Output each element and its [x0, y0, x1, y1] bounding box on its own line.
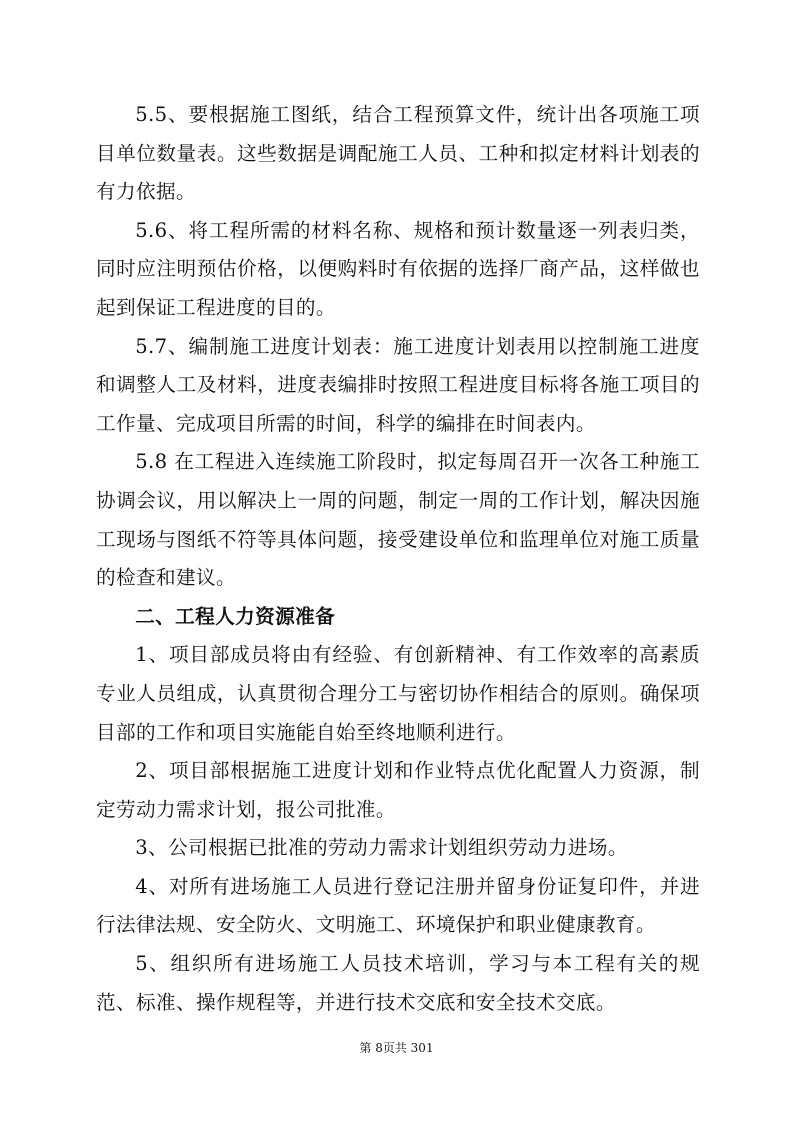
page-footer: 第 8页共 301: [359, 1041, 434, 1055]
paragraph-5-5: 5.5、要根据施工图纸，结合工程预算文件，统计出各项施工项目单位数量表。这些数据是调配施工人员、工种和拟定材料计划表的有力依据。: [96, 103, 700, 204]
document-body: [96, 96, 700, 1022]
section-item-2: 2、项目部根据施工进度计划和作业特点优化配置人力资源，制定劳动力需求计划，报公司批准。: [96, 759, 700, 821]
paragraph-5-8: 5.8 在工程进入连续施工阶段时，拟定每周召开一次各工种施工协调会议，用以解决上一周的问题，制定一周的工作计划，解决因施工现场与图纸不符等具体问题，接受建设单位和监理单位对施工质量的检查和建议。: [96, 450, 700, 590]
paragraph-5-6: 5.6、将工程所需的材料名称、规格和预计数量逐一列表归类，同时应注明预估价格，以便购料时有依据的选择厂商产品，这样做也起到保证工程进度的目的。: [96, 218, 700, 319]
section-item-4: 4、对所有进场施工人员进行登记注册并留身份证复印件，并进行法律法规、安全防火、文明施工、环境保护和职业健康教育。: [96, 874, 700, 937]
paragraph-5-7: 5.7、编制施工进度计划表：施工进度计划表用以控制施工进度和调整人工及材料，进度表编排时按照工程进度目标将各施工项目的工作量、完成项目所需的时间，科学的编排在时间表内。: [96, 334, 700, 435]
section-item-5: 5、组织所有进场施工人员技术培训，学习与本工程有关的规范、标准、操作规程等，并进行技术交底和安全技术交底。: [96, 952, 700, 1014]
section-heading: 二、工程人力资源准备: [135, 604, 336, 628]
section-item-3: 3、公司根据已批准的劳动力需求计划组织劳动力进场。: [135, 836, 628, 860]
section-item-1: 1、项目部成员将由有经验、有创新精神、有工作效率的高素质专业人员组成，认真贯彻合理分工与密切协作相结合的原则。确保项目部的工作和项目实施能自始至终地顺利进行。: [96, 643, 700, 744]
